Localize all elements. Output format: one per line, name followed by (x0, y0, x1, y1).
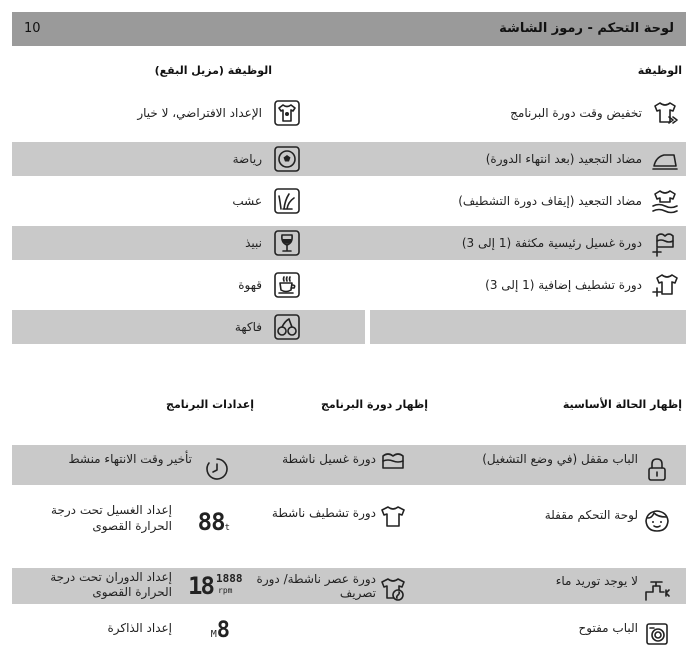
stain-label: فاكهة (234, 320, 262, 334)
settings-label: إعداد الذاكرة (107, 621, 172, 635)
col-status-heading: إظهار الحالة الأساسية (562, 398, 682, 411)
temperature-digits-icon (198, 508, 230, 536)
football-icon (274, 146, 300, 172)
status-label: الباب مفتوح (578, 621, 638, 635)
col-cycle-heading: إظهار دورة البرنامج (320, 398, 428, 411)
shirt-time-icon (652, 100, 678, 126)
col-function-heading: الوظيفة (637, 64, 682, 77)
function-label: دورة غسيل رئيسية مكثفة (1 إلى 3) (461, 236, 642, 250)
status-label: لوحة التحكم مقفلة (544, 508, 638, 522)
function-label: مضاد التجعيد (إيقاف دورة التشطيف) (458, 194, 642, 208)
padlock-icon (644, 456, 670, 482)
settings-label: إعداد الغسيل تحت درجة الحرارة القصوى (51, 503, 172, 533)
status-label: لا يوجد توريد ماء (555, 574, 638, 588)
table-row (370, 96, 686, 130)
rpm-display-major: 18 (188, 572, 213, 600)
function-label: تخفيض وقت دورة البرنامج (510, 106, 642, 120)
stain-label: الإعداد الافتراضي، لا خيار (137, 106, 262, 120)
table-row (440, 500, 686, 534)
child-lock-icon (644, 508, 670, 534)
cherries-icon (274, 314, 300, 340)
table-row (370, 226, 686, 260)
wine-glass-icon (274, 230, 300, 256)
rpm-unit: rpm (218, 586, 233, 595)
stain-label: قهوة (238, 278, 262, 292)
table-row (440, 570, 686, 604)
table-row (12, 142, 352, 176)
table-row (12, 226, 352, 260)
table-row (370, 142, 686, 176)
table-row (12, 268, 352, 302)
timer-icon (204, 456, 230, 482)
grass-icon (274, 188, 300, 214)
table-row (12, 96, 352, 130)
table-row (12, 500, 252, 544)
iron-icon (652, 146, 678, 172)
memory-digit: 8 (216, 618, 230, 643)
function-label: دورة تشطيف إضافية (1 إلى 3) (485, 278, 642, 292)
settings-label: تأخير وقت الانتهاء منشط (68, 452, 192, 466)
tub-plus-icon (652, 230, 678, 256)
stain-label: عشب (232, 194, 262, 208)
page-header (12, 12, 686, 46)
status-label: الباب مقفل (في وضع التشغيل) (482, 452, 638, 466)
table-row (12, 570, 252, 606)
shirt-spin-icon (380, 576, 406, 602)
page-title: لوحة التحكم - رموز الشاشة (499, 21, 674, 36)
tub-icon (380, 450, 406, 476)
temp-display: 88 (197, 508, 225, 536)
table-row (12, 615, 252, 649)
table-row (12, 310, 352, 344)
table-row (12, 184, 352, 218)
rpm-display: 1888 (216, 572, 243, 585)
shirt-stain-icon (274, 100, 300, 126)
cycle-label: دورة غسيل ناشطة (282, 452, 376, 466)
tap-icon (644, 576, 670, 602)
table-row (250, 570, 440, 610)
table-row (12, 448, 252, 482)
shirt-plus-icon (652, 272, 678, 298)
memory-letter: M (210, 629, 217, 640)
temp-unit: t (224, 523, 230, 533)
memory-icon (211, 618, 230, 643)
stain-label: نبيذ (245, 236, 262, 250)
page-number: 10 (24, 21, 41, 36)
coffee-cup-icon (274, 272, 300, 298)
table-row (250, 448, 440, 482)
table-row (370, 184, 686, 218)
settings-label: إعداد الدوران تحت درجة الحرارة القصوى (50, 570, 172, 599)
col-stain-heading: الوظيفة (مزيل البقع) (154, 64, 272, 77)
cycle-label: دورة تشطيف ناشطة (271, 506, 376, 520)
shirt-icon (380, 504, 406, 530)
col-settings-heading: إعدادات البرنامج (166, 398, 254, 411)
rpm-digits-icon (188, 572, 243, 602)
door-icon (644, 621, 670, 647)
table-row (370, 268, 686, 302)
stain-label: رياضة (232, 152, 262, 166)
table-row (250, 500, 440, 534)
table-row (440, 448, 686, 482)
shirt-waves-icon (652, 188, 678, 214)
table-row (440, 615, 686, 649)
function-label: مضاد التجعيد (بعد انتهاء الدورة) (485, 152, 642, 166)
cycle-label: دورة عصر ناشطة/ دورة تصريف (256, 572, 376, 600)
